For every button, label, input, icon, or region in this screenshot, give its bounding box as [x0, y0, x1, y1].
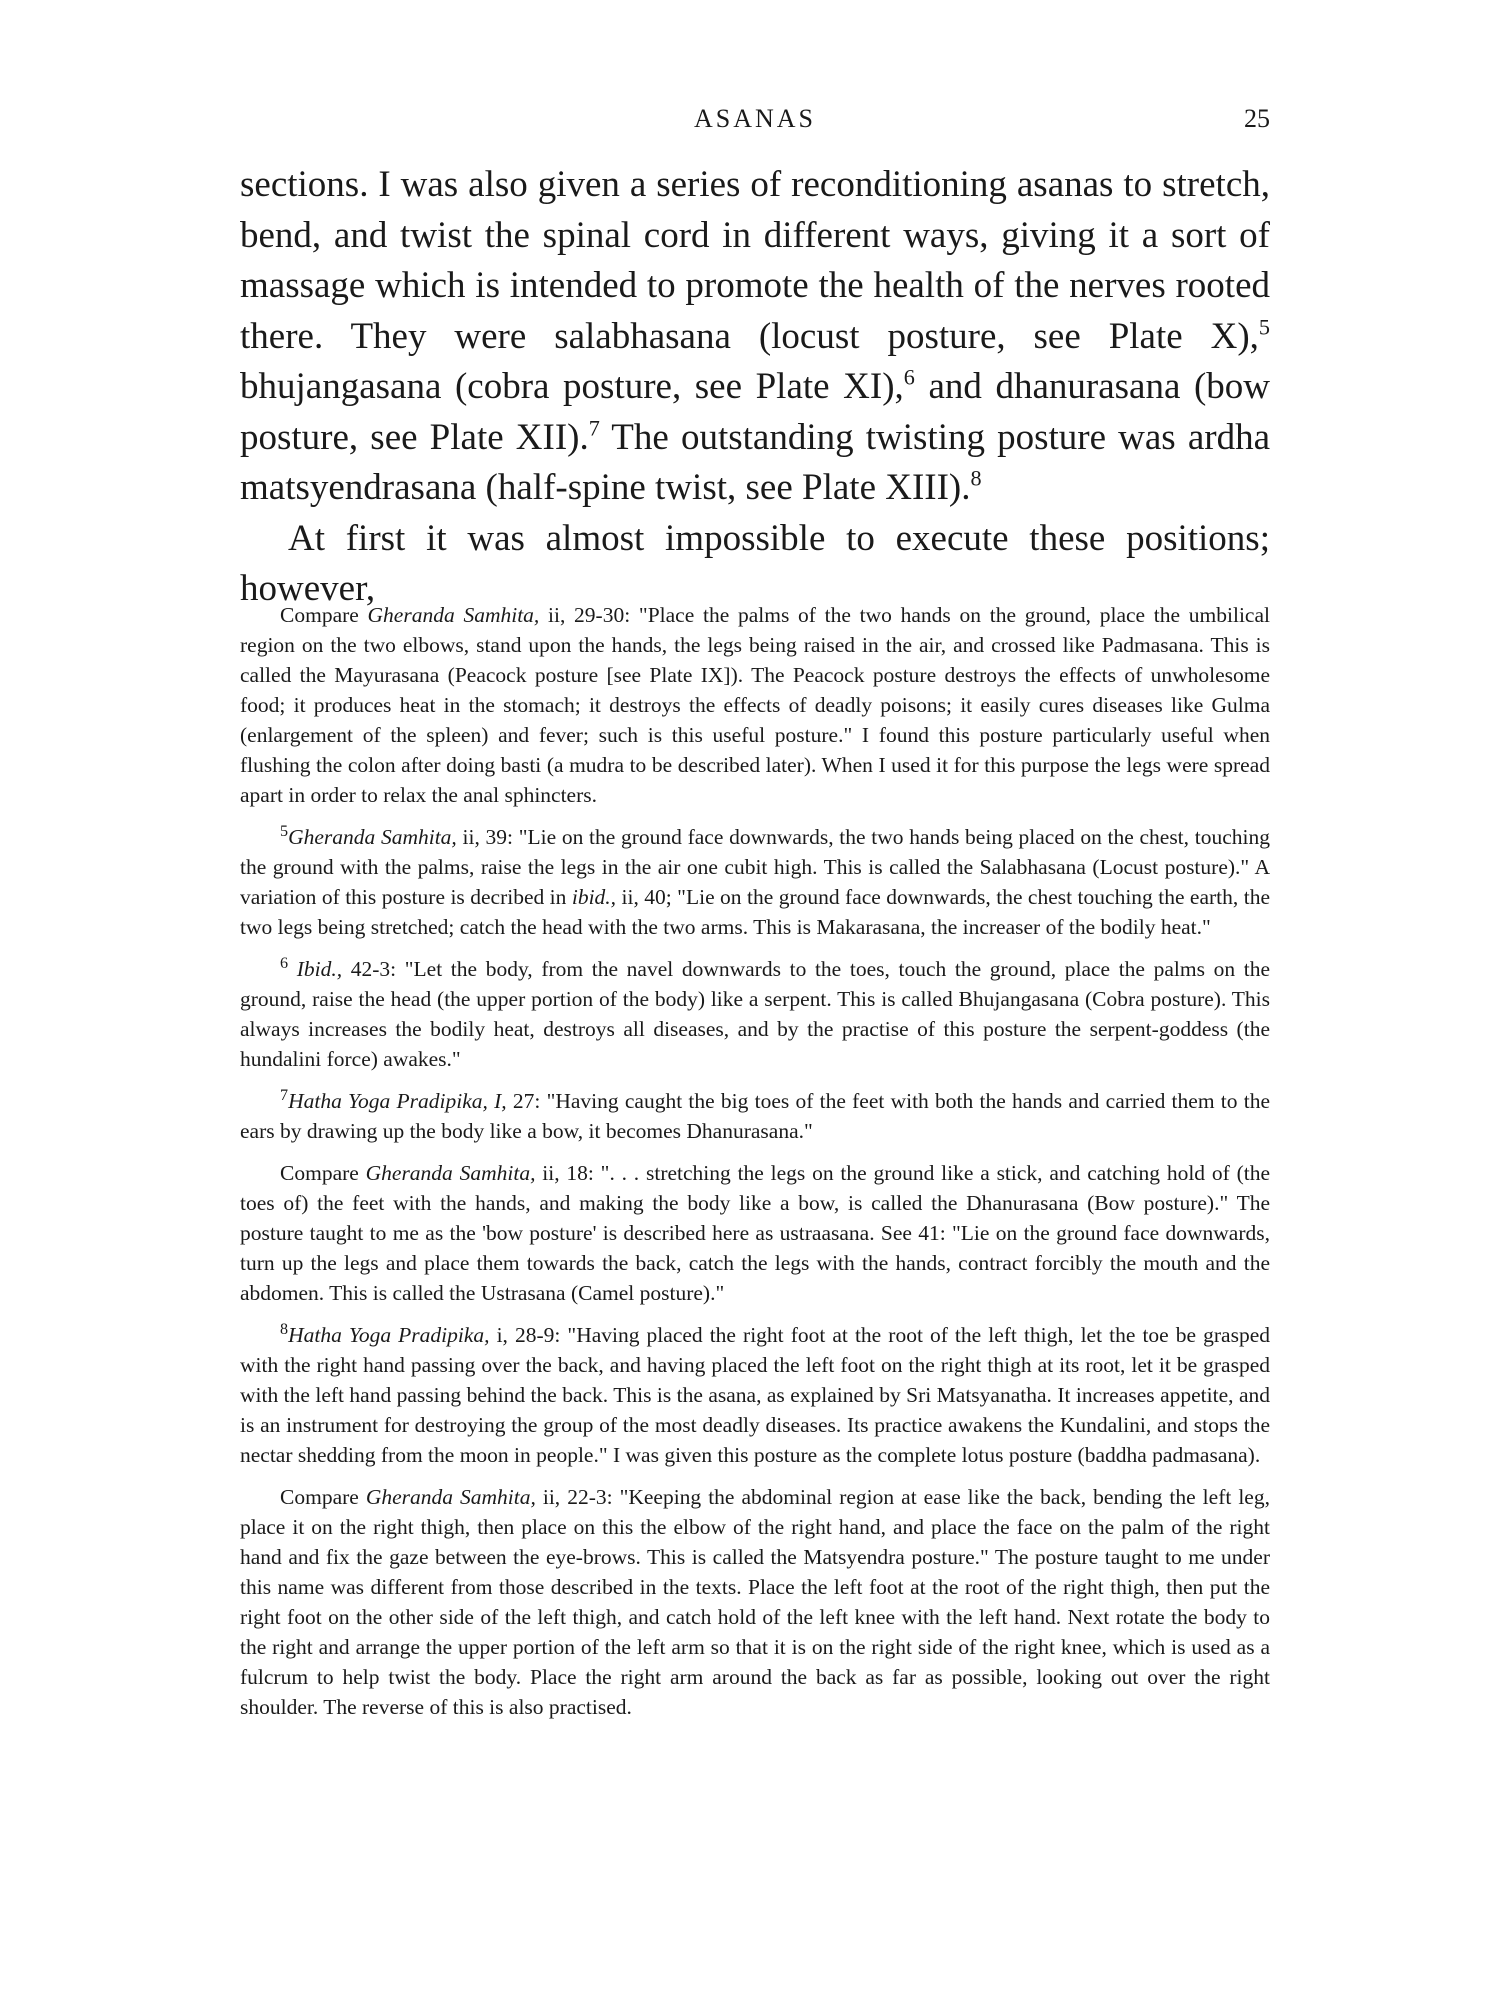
- footnote-number: 7: [280, 1086, 289, 1104]
- footnote-text: ii, 22-3: "Keeping the abdominal region at ease like the back, bending the left leg, place it on the right thigh, then place on this the elbow of the right hand, and place the face on the palm of the right hand and fix the gaze between the eye-brows. This is called the Matsyendra posture." The posture taught to me under this name was different from those described in the texts. Place the left foot at the root of the right thigh, then put the right foot on the other side of the left thigh, and catch hold of the left knee with the left hand. Next rotate the body to the right and arrange the upper portion of the left arm so that it is on the right side of the right knee, which is used as a fulcrum to help twist the body. Place the right arm around the back as far as possible, looking out over the right shoulder. The reverse of this is also practised.: [240, 1485, 1270, 1719]
- footnote-text: 42-3: "Let the body, from the navel downwards to the toes, touch the ground, place the palms on the ground, raise the head (the upper portion of the body) like a serpent. This is called Bhujangasana (Cobra posture). This always increases the bodily heat, destroys all diseases, and by the practise of this posture the serpent-goddess (the hundalini force) awakes.": [240, 957, 1270, 1071]
- footnote-text: Compare: [280, 1161, 366, 1185]
- body-text-segment: sections. I was also given a series of reconditioning asanas to stretch, bend, and twist the spinal cord in different ways, giving it a sort of massage which is intended to promote the health of the nerves rooted there. They were salabhasana (locust posture, see Plate X),: [240, 164, 1270, 357]
- footnote-text: ii, 39: "Lie on the ground face downwards, the two hands being placed on the chest, touching the ground with the palms, raise the legs in the air one cubit high. This is called the Salabhasana (Locust posture)." A variation of this posture is decribed in: [240, 825, 1270, 909]
- footnote-ref-6: 6: [903, 364, 915, 390]
- source-title: Gheranda Samhita,: [288, 825, 457, 849]
- footnote-text: ii, 29-30: "Place the palms of the two hands on the ground, place the umbilical region on the two elbows, stand upon the hands, the legs being raised in the air, and crossed like Padmasana. This is called the Mayurasana (Peacock posture [see Plate IX]). The Peacock posture destroys the effects of unwholesome food; it produces heat in the stomach; it destroys the effects of deadly poisons; it easily cures diseases like Gulma (enlargement of the spleen) and fever; such is this useful posture." I found this posture particularly useful when flushing the colon after doing basti (a mudra to be described later). When I used it for this purpose the legs were spread apart in order to relax the anal sphincters.: [240, 603, 1270, 807]
- footnote-ref-5: 5: [1258, 314, 1270, 340]
- body-paragraph-1: [240, 160, 1270, 514]
- footnote-number: 5: [280, 822, 289, 840]
- source-title: Ibid.,: [296, 957, 343, 981]
- footnote-text: 27: "Having caught the big toes of the feet with both the hands and carried them to the ears by drawing up the body like a bow, it becomes Dhanurasana.": [240, 1089, 1270, 1143]
- footnote-4: [240, 600, 1270, 810]
- footnote-5: [240, 822, 1270, 942]
- footnote-text: i, 28-9: "Having placed the right foot at the root of the left thigh, let the toe be grasped with the right hand passing over the back, and having placed the left foot on the right thigh at its root, let it be grasped with the left hand passing behind the back. This is the asana, as explained by Sri Matsyanatha. It increases appetite, and is an instrument for destroying the group of the most deadly diseases. Its practice awakens the Kundalini, and stops the nectar shedding from the moon in people." I was given this posture as the complete lotus posture (baddha padmasana).: [240, 1323, 1270, 1467]
- footnote-text: ii, 18: ". . . stretching the legs on the ground like a stick, and catching hold of (the toes of) the feet with the hands, and making the body like a bow, is called the Dhanurasana (Bow posture)." The posture taught to me as the 'bow posture' is described here as ustraasana. See 41: "Lie on the ground face downwards, turn up the legs and place them towards the back, catch the legs with the hands, contract forcibly the mouth and the abdomen. This is called the Ustrasana (Camel posture).": [240, 1161, 1270, 1305]
- ibid-reference: ibid.,: [571, 885, 617, 909]
- page-number: 25: [1244, 104, 1270, 133]
- footnote-number: 6: [280, 954, 289, 972]
- body-text-segment: bhujangasana (cobra posture, see Plate XI),: [240, 366, 904, 407]
- footnote-8: [240, 1320, 1270, 1470]
- running-title: ASANAS: [693, 104, 817, 133]
- footnote-text: Compare: [280, 1485, 366, 1509]
- footnote-7: [240, 1086, 1270, 1146]
- source-title: Gheranda Samhita,: [367, 603, 540, 627]
- footnote-number: 8: [280, 1320, 289, 1338]
- source-title: Hatha Yoga Pradipika,: [288, 1323, 490, 1347]
- running-header: [240, 104, 1270, 140]
- footnote-6: [240, 954, 1270, 1074]
- source-title: Hatha Yoga Pradipika, I,: [288, 1089, 507, 1113]
- footnote-ref-7: 7: [588, 415, 600, 441]
- footnote-8-continued: [240, 1482, 1270, 1722]
- footnote-text: ii, 40; "Lie on the ground face downwards, the chest touching the earth, the two legs being stretched; catch the head with the two arms. This is Makarasana, the increaser of the bodily heat.": [240, 885, 1270, 939]
- body-paragraph-2: At first it was almost impossible to execute these positions; however,: [240, 517, 1270, 609]
- main-text: [240, 160, 1270, 615]
- body-text-segment: The outstanding twisting posture was ardha matsyendrasana (half-spine twist, see Plate XIII).: [240, 416, 1270, 508]
- source-title: Gheranda Samhita,: [365, 1485, 536, 1509]
- footnotes-section: [240, 600, 1270, 1734]
- source-title: Gheranda Samhita,: [365, 1161, 536, 1185]
- footnote-7-continued: [240, 1158, 1270, 1308]
- body-text-segment: and dhanurasana (bow posture, see Plate XII).: [240, 366, 1270, 458]
- footnote-ref-8: 8: [970, 465, 982, 491]
- footnote-text: Compare: [280, 603, 368, 627]
